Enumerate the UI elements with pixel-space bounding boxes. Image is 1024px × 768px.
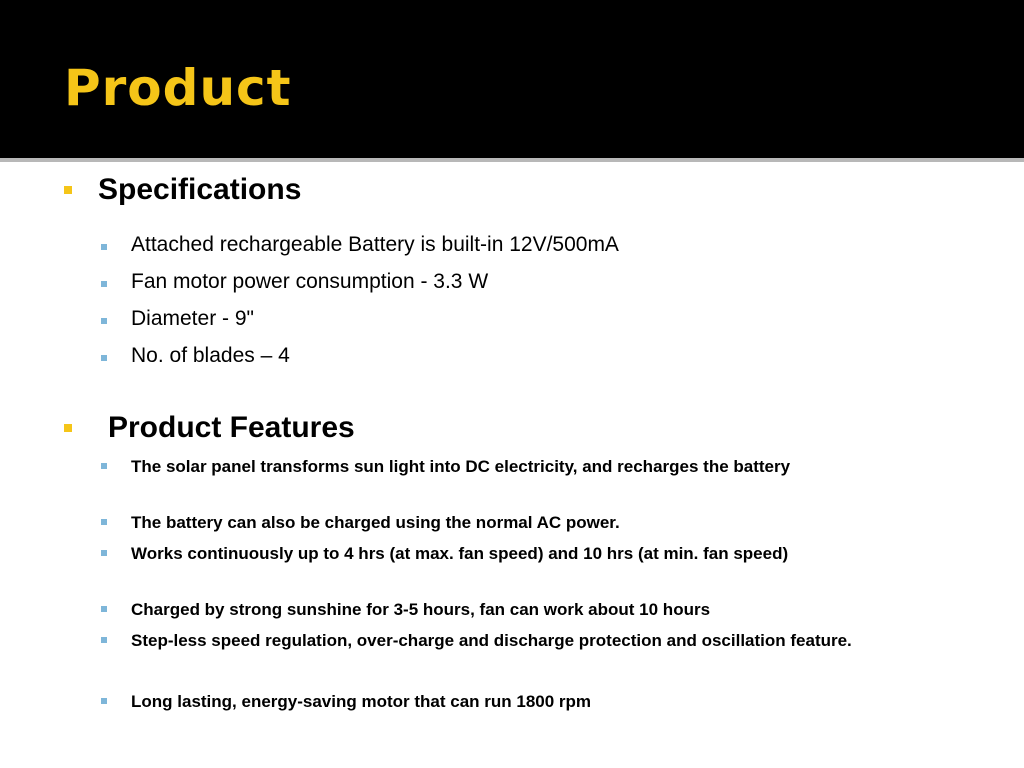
square-bullet-icon [64, 186, 72, 194]
feature-item-text: The battery can also be charged using the normal AC power. [131, 513, 620, 532]
feature-item-text: Works continuously up to 4 hrs (at max. fan speed) and 10 hrs (at min. fan speed) [131, 544, 789, 563]
feature-item-text: Step-less speed regulation, over-charge and discharge protection and oscillation feature. [131, 631, 852, 650]
title-band [0, 0, 1024, 158]
feature-item-text: The solar panel transforms sun light into DC electricity, and recharges the battery [131, 457, 791, 476]
square-bullet-icon [101, 550, 107, 556]
spec-item-text: Diameter - 9" [131, 307, 254, 330]
features-heading-row [64, 412, 355, 444]
square-bullet-icon [101, 519, 107, 525]
square-bullet-icon [101, 281, 107, 287]
slide-title: Product [64, 59, 292, 117]
square-bullet-icon [101, 606, 107, 612]
specifications-heading: Specifications [98, 173, 302, 206]
spec-item-text: Attached rechargeable Battery is built-in 12V/500mA [131, 233, 619, 256]
square-bullet-icon [101, 318, 107, 324]
square-bullet-icon [101, 244, 107, 250]
feature-item-text: Charged by strong sunshine for 3-5 hours, fan can work about 10 hours [131, 600, 711, 619]
spec-item-text: Fan motor power consumption - 3.3 W [131, 270, 489, 293]
slide-content [0, 162, 1024, 768]
square-bullet-icon [101, 637, 107, 643]
feature-item-text: Long lasting, energy-saving motor that can run 1800 rpm [131, 692, 592, 711]
square-bullet-icon [101, 698, 107, 704]
square-bullet-icon [101, 463, 107, 469]
square-bullet-icon [64, 424, 72, 432]
features-heading: Product Features [108, 411, 355, 444]
square-bullet-icon [101, 355, 107, 361]
spec-item-text: No. of blades – 4 [131, 344, 290, 367]
specifications-heading-row [64, 174, 301, 206]
